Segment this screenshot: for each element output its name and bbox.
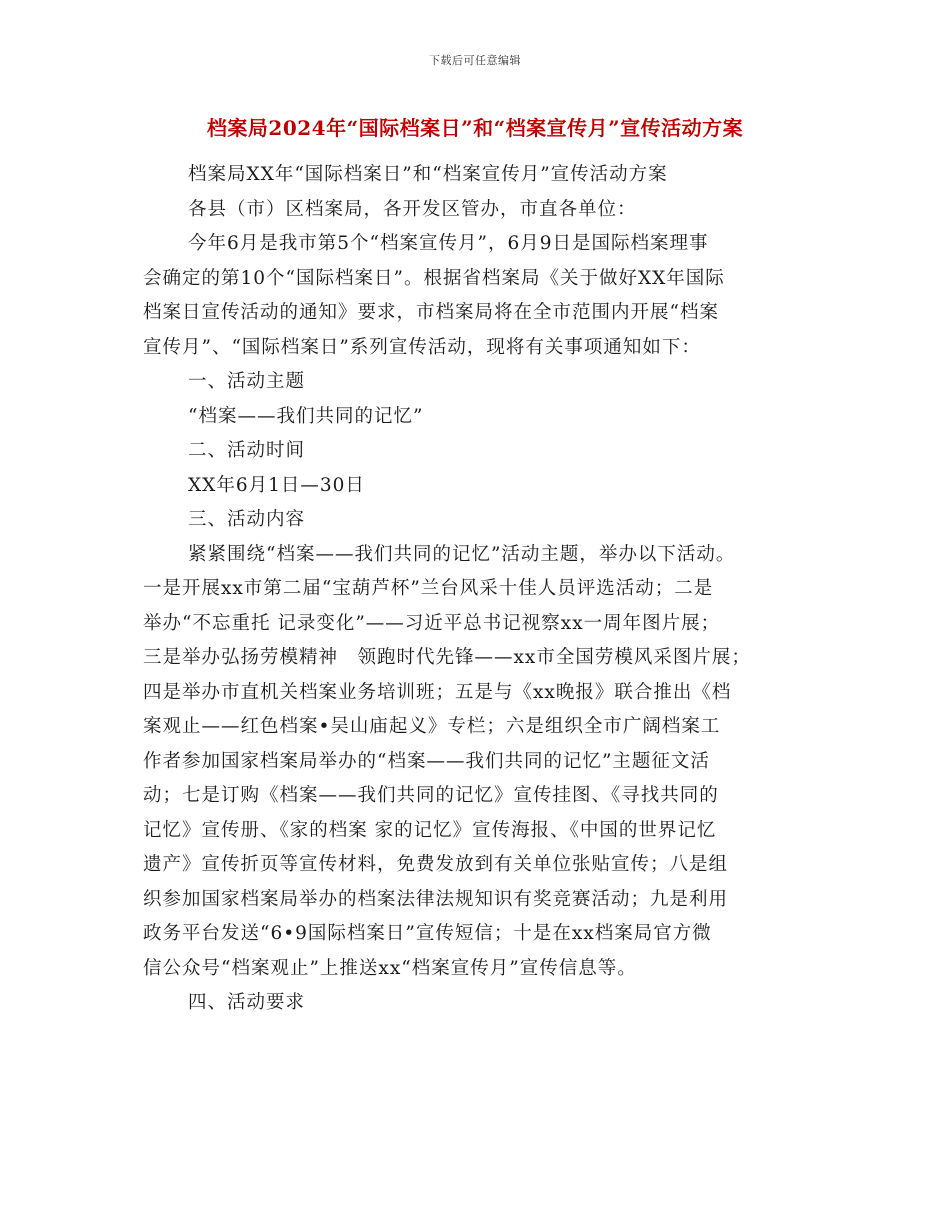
text-line: “档案——我们共同的记忆” [188, 405, 424, 427]
paragraph-theme [143, 400, 811, 435]
text-line: 档案局XX年“国际档案日”和“档案宣传月”宣传活动方案 [188, 164, 668, 185]
text-line: XX年6月1日—30日 [188, 474, 365, 496]
section-heading-theme [143, 365, 811, 400]
section-heading-requirements [143, 986, 811, 1021]
text-line: 宣传月”、“国际档案日”系列宣传活动，现将有关事项通知如下： [143, 336, 701, 358]
paragraph-content [143, 538, 811, 987]
text-line: 今年6月是我市第5个“档案宣传月”，6月9日是国际档案理事 [188, 233, 709, 254]
page-header-note: 下载后可任意编辑 [429, 54, 521, 67]
section-heading-time [143, 434, 811, 469]
text-line: 遗产》宣传折页等宣传材料，免费发放到有关单位张贴宣传；八是组 [143, 854, 729, 875]
text-line: 三是举办弘扬劳模精神 领跑时代先锋——xx市全国劳模风采图片展； [143, 647, 751, 668]
text-line: 各县（市）区档案局，各开发区管办，市直各单位： [188, 198, 637, 220]
text-line: 作者参加国家档案局举办的“档案——我们共同的记忆”主题征文活 [143, 750, 710, 772]
paragraph-intro [143, 227, 811, 365]
text-line: 一、活动主题 [188, 371, 306, 392]
text-line: 会确定的第10个“国际档案日”。根据省档案局《关于做好XX年国际 [143, 267, 725, 289]
text-line: 紧紧围绕“档案——我们共同的记忆”活动主题，举办以下活动。 [188, 543, 736, 565]
document-body [143, 158, 811, 1021]
text-line: 案观止——红色档案•吴山庙起义》专栏；六是组织全市广阔档案工 [143, 716, 721, 737]
text-line: 二、活动时间 [188, 440, 306, 461]
paragraph-subtitle [143, 158, 811, 193]
text-line: 档案日宣传活动的通知》要求，市档案局将在全市范围内开展“档案 [143, 302, 719, 323]
section-heading-content [143, 503, 811, 538]
text-line: 一是开展xx市第二届“宝葫芦杯”兰台风采十佳人员评选活动；二是 [143, 578, 714, 599]
text-line: 举办“不忘重托 记录变化”——习近平总书记视察xx一周年图片展； [143, 612, 721, 634]
text-line: 三、活动内容 [188, 509, 306, 530]
text-line: 政务平台发送“6•9国际档案日”宣传短信；十是在xx档案局官方微 [143, 923, 712, 944]
text-line: 信公众号“档案观止”上推送xx“档案宣传月”宣传信息等。 [143, 957, 637, 979]
text-line: 动；七是订购《档案——我们共同的记忆》宣传挂图、《寻找共同的 [143, 785, 719, 806]
text-line: 四、活动要求 [188, 992, 306, 1013]
text-line: 记忆》宣传册、《家的档案 家的记忆》宣传海报、《中国的世界记忆 [143, 819, 717, 841]
document-title: 档案局2024年“国际档案日”和“档案宣传月”宣传活动方案 [206, 116, 744, 140]
text-line: 织参加国家档案局举办的档案法律法规知识有奖竞赛活动；九是利用 [143, 888, 729, 910]
paragraph-time [143, 469, 811, 504]
text-line: 四是举办市直机关档案业务培训班；五是与《xx晚报》联合推出《档 [143, 681, 732, 703]
paragraph-salutation [143, 193, 811, 228]
